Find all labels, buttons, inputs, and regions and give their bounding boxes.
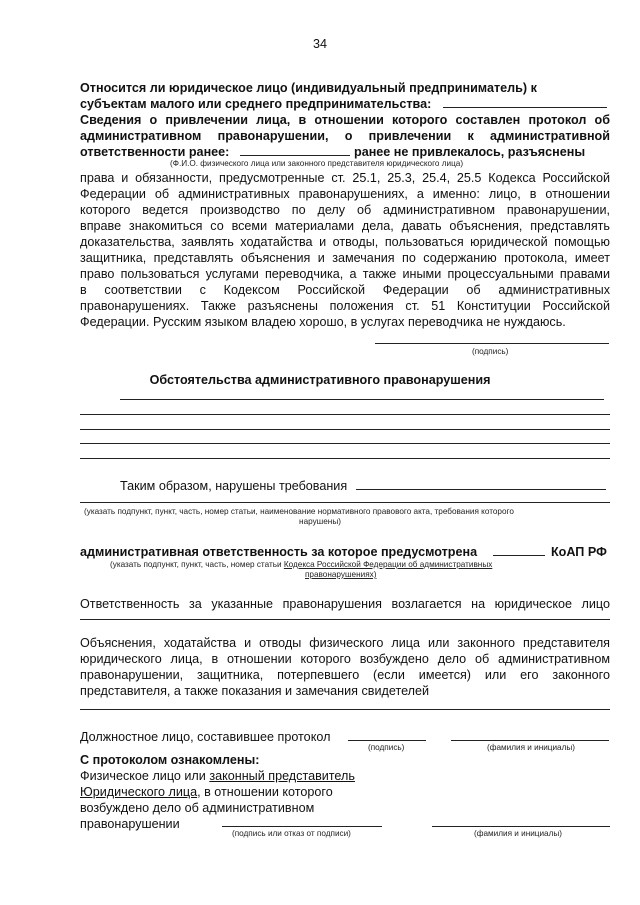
violation-caption-line2: нарушены) xyxy=(299,517,341,526)
rights-line-1: права и обязанности, предусмотренные ст. 25.1, 25.3, 25.4, 25.5 Кодекса Российской xyxy=(80,171,610,185)
rights-line-5: доказательства, заявлять ходатайства и отводы, пользоваться юридической помощью xyxy=(80,235,610,249)
circumstances-line-1[interactable] xyxy=(120,399,604,400)
prior-liability-line2: административном правонарушении, о привлечении к административной xyxy=(80,129,610,143)
acquainted-line-2 xyxy=(80,784,333,800)
acquainted-heading: С протоколом ознакомлены: xyxy=(80,753,260,767)
explanations-line-1: Объяснения, ходатайства и отводы физического лица или законного представителя xyxy=(80,636,610,650)
violation-caption-line1: (указать подпункт, пункт, часть, номер статьи, наименование нормативного правового акта, требования которого xyxy=(84,507,514,516)
liability-prefix: административная ответственность за которое предусмотрена xyxy=(80,545,478,559)
rights-signature-field[interactable] xyxy=(375,343,609,344)
small-business-answer-field[interactable] xyxy=(443,107,607,108)
liability-caption xyxy=(110,560,492,570)
rights-signature-caption: (подпись) xyxy=(472,347,509,356)
acquainted-line-1-underlined: законный представитель xyxy=(209,769,355,783)
page-number: 34 xyxy=(312,37,327,51)
liability-suffix: КоАП РФ xyxy=(551,545,607,559)
explanations-field[interactable] xyxy=(80,709,610,710)
acquainted-line-3: возбуждено дело об административном xyxy=(80,801,315,815)
rights-line-10: Федерации. Русским языком владею хорошо, в услугах переводчика не нуждаюсь. xyxy=(80,315,566,329)
liability-caption-underlined-1: Кодекса Российской Федерации об административных xyxy=(283,560,493,569)
explanations-line-2: юридического лица, в отношении которого возбуждено дело об административном xyxy=(80,652,610,666)
rights-line-7: право пользоваться услугами переводчика, а также иными процессуальными правами xyxy=(80,267,610,281)
rights-line-3: которого ведется производство по делу об административном правонарушении, xyxy=(80,203,610,217)
circumstances-line-4[interactable] xyxy=(80,443,610,444)
circumstances-heading: Обстоятельства административного правонарушения xyxy=(149,373,491,387)
violation-label: Таким образом, нарушены требования xyxy=(120,479,348,493)
violation-field-2[interactable] xyxy=(80,502,610,503)
rights-line-6: защитника, представлять объяснения и замечания по содержанию протокола, имеет xyxy=(80,251,610,265)
acquainted-line-2-underlined: Юридического лица xyxy=(80,785,198,799)
rights-line-8: в соответствии с Кодексом Российской Федерации об административных xyxy=(80,283,610,297)
prior-liability-line3-prefix: ответственности ранее: xyxy=(80,145,230,159)
prior-liability-caption: (Ф.И.О. физического лица или законного представителя юридического лица) xyxy=(170,159,464,168)
prior-liability-line3-suffix: ранее не привлекалось, разъяснены xyxy=(354,145,586,159)
official-label: Должностное лицо, составившее протокол xyxy=(80,730,331,744)
responsibility-field[interactable] xyxy=(80,619,610,620)
acquainted-line-1-plain: Физическое лицо или xyxy=(80,769,206,783)
official-name-field[interactable] xyxy=(451,740,609,741)
liability-article-field[interactable] xyxy=(493,555,545,556)
explanations-line-3: правонарушении, защитника, потерпевшего (если имеется) или его законного xyxy=(80,668,610,682)
responsibility-text: Ответственность за указанные правонарушения возлагается на юридическое лицо xyxy=(80,597,610,611)
small-business-question-line1: Относится ли юридическое лицо (индивидуальный предприниматель) к xyxy=(80,81,537,95)
acquainted-line-2-plain: , в отношении которого xyxy=(197,785,333,799)
circumstances-line-2[interactable] xyxy=(80,414,610,415)
acquainted-name-field[interactable] xyxy=(432,826,610,827)
official-signature-caption: (подпись) xyxy=(368,743,405,752)
official-name-caption: (фамилия и инициалы) xyxy=(487,743,575,752)
acquainted-name-caption: (фамилия и инициалы) xyxy=(474,829,562,838)
rights-line-4: вправе знакомиться со всеми материалами дела, давать объяснения, представлять xyxy=(80,219,610,233)
official-signature-field[interactable] xyxy=(348,740,426,741)
small-business-question-line2: субъектам малого или среднего предпринимательства: xyxy=(80,97,432,111)
violation-field[interactable] xyxy=(356,489,606,490)
circumstances-line-5[interactable] xyxy=(80,458,610,459)
prior-liability-line1: Сведения о привлечении лица, в отношении которого составлен протокол об xyxy=(80,113,610,127)
prior-liability-field[interactable] xyxy=(240,155,350,156)
liability-caption-underlined-2: правонарушениях) xyxy=(305,570,377,579)
rights-line-2: Федерации об административных правонарушениях, а именно: лицо, в отношении xyxy=(80,187,610,201)
acquainted-line-1 xyxy=(80,768,355,784)
acquainted-line-4: правонарушении xyxy=(80,817,180,831)
circumstances-line-3[interactable] xyxy=(80,429,610,430)
explanations-line-4: представителя, а также показания и замечания свидетелей xyxy=(80,684,430,698)
acquainted-signature-caption: (подпись или отказ от подписи) xyxy=(232,829,351,838)
liability-caption-plain: (указать подпункт, пункт, часть, номер статьи xyxy=(110,560,282,569)
acquainted-signature-field[interactable] xyxy=(222,826,382,827)
rights-line-9: правонарушениях. Также разъяснены положения ст. 51 Конституции Российской xyxy=(80,299,610,313)
